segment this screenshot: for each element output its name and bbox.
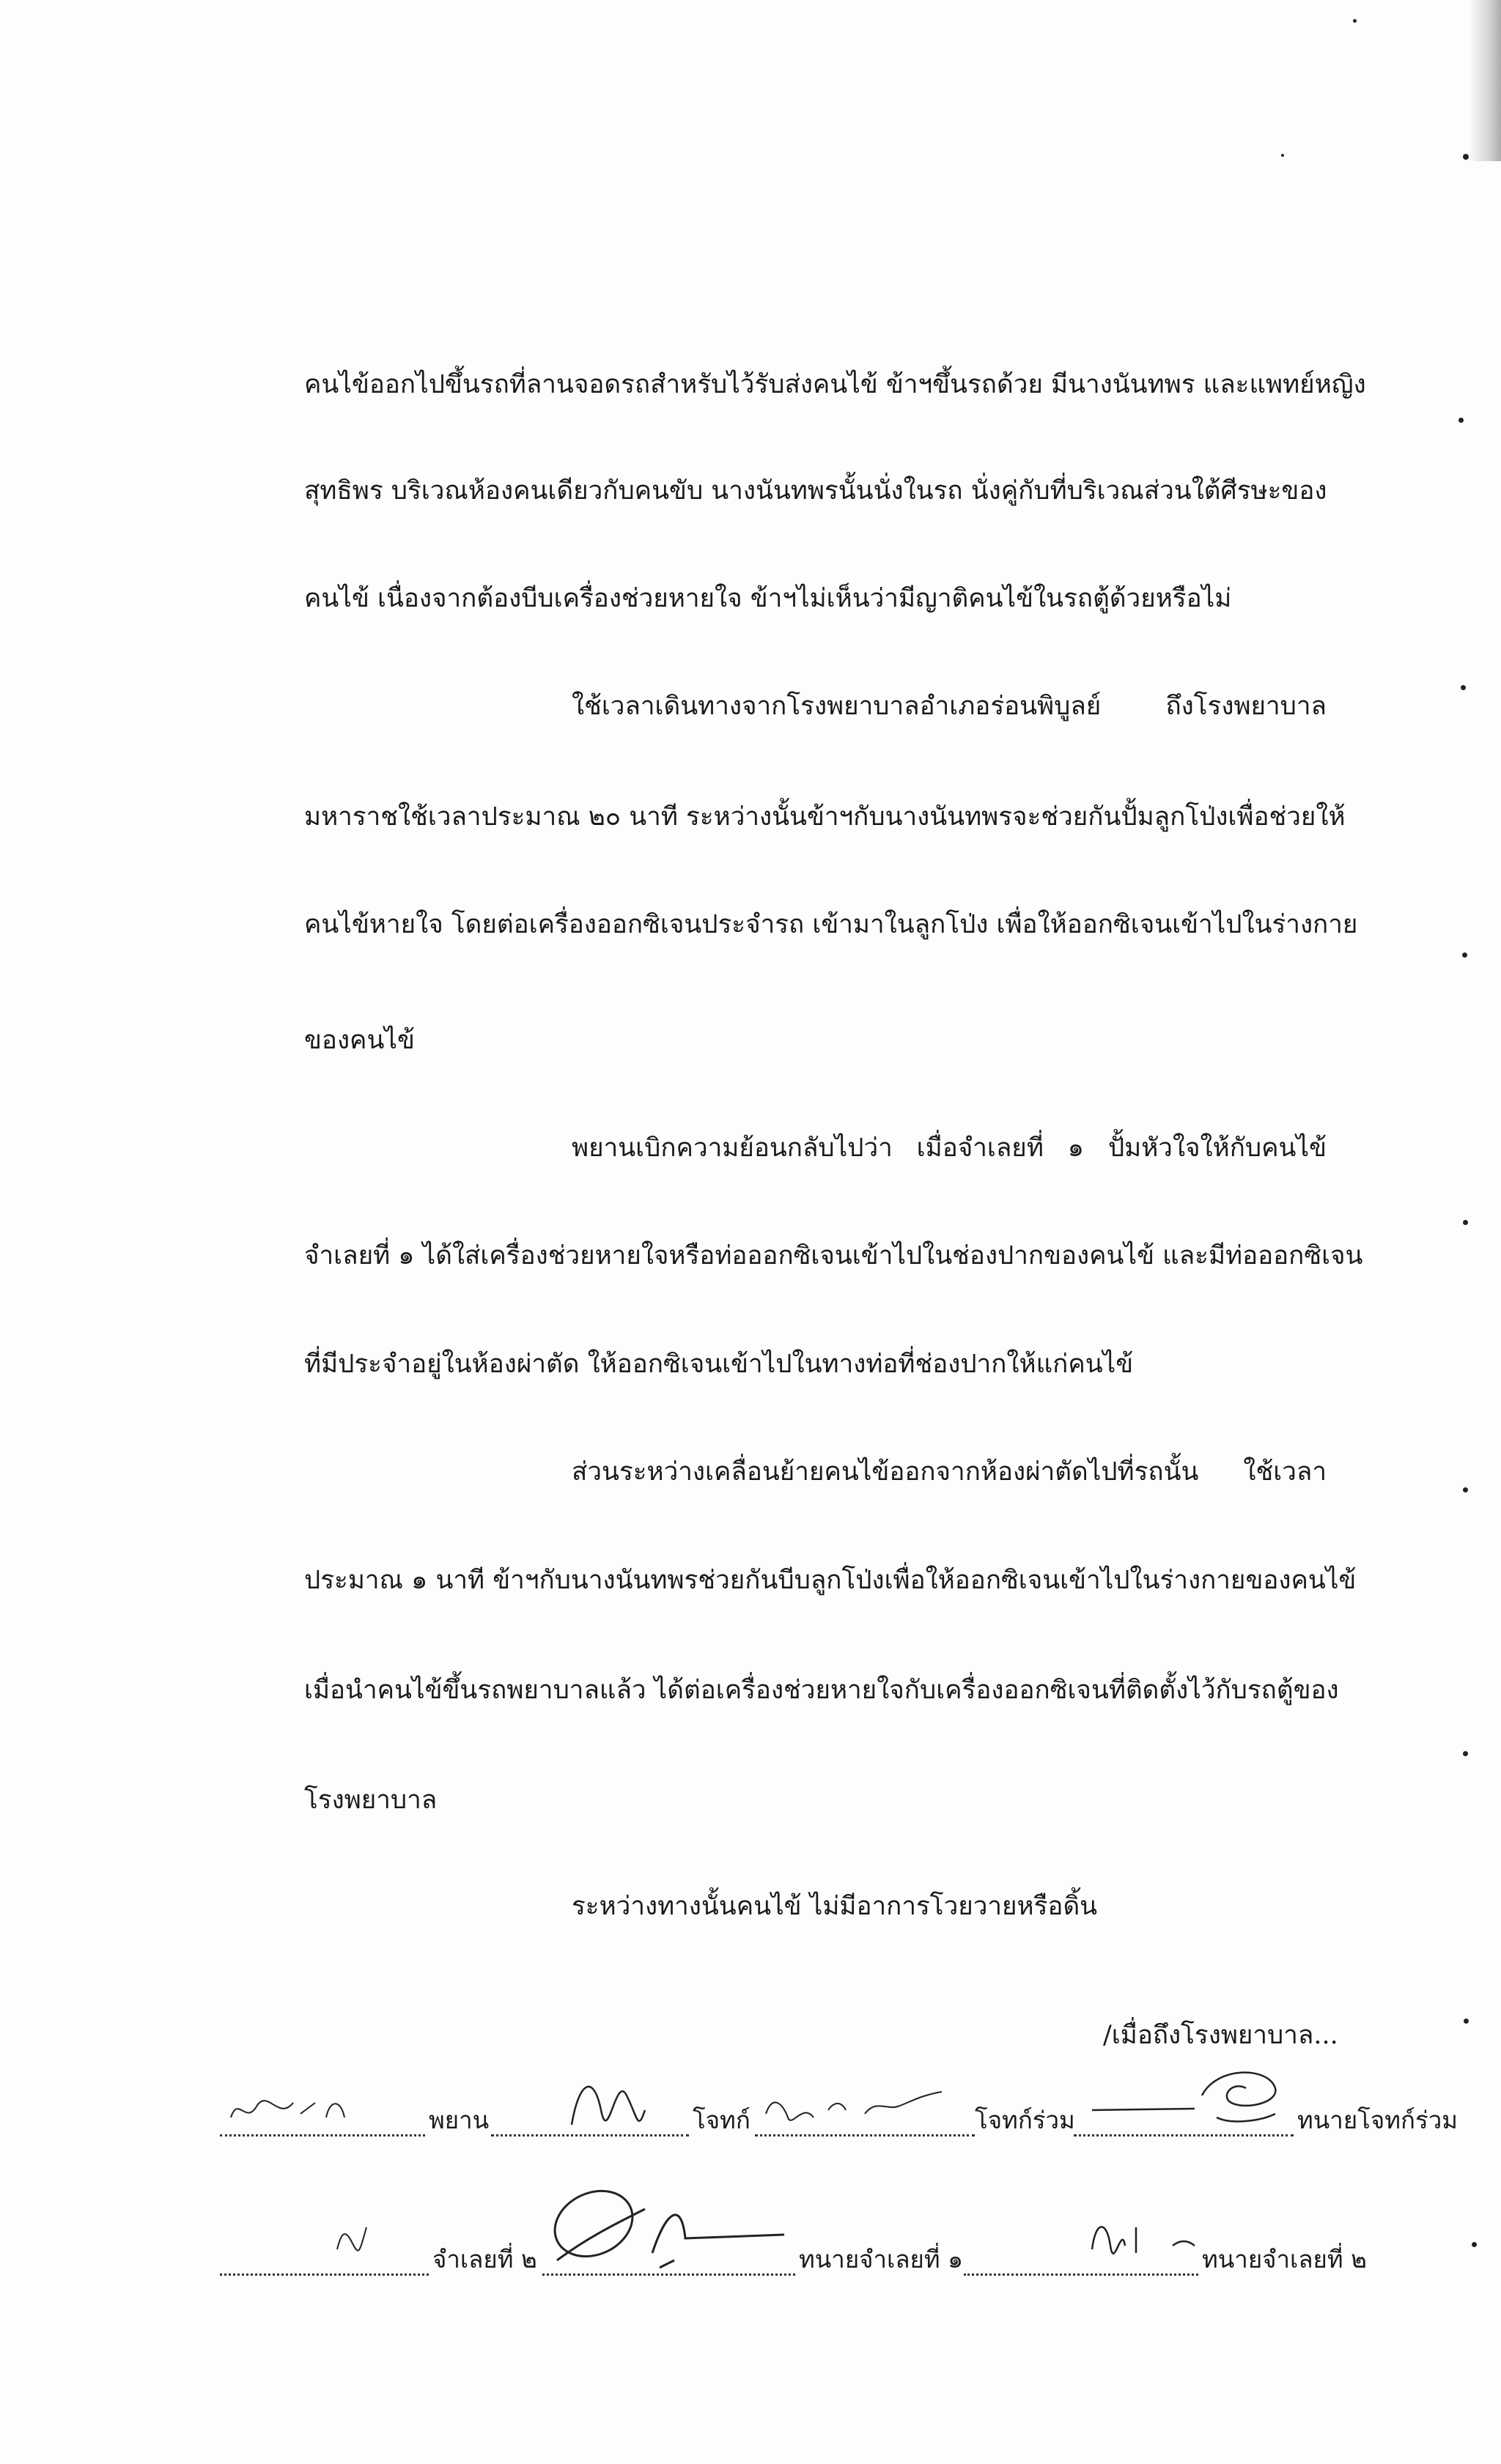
co-plaintiff-label: โจทก์ร่วม: [975, 2106, 1075, 2134]
plaintiff-label: โจทก์: [693, 2106, 750, 2134]
defendant2-label: จำเลยที่ ๒: [432, 2245, 537, 2274]
scan-speck: [1463, 1220, 1468, 1225]
scan-speck: [1463, 1751, 1468, 1756]
signature-scribble: [564, 2066, 652, 2142]
signature-scribble: [542, 2180, 792, 2278]
signature-scribble: [762, 2081, 982, 2135]
scan-speck: [1458, 418, 1464, 423]
signature-line: [964, 2274, 1198, 2276]
signature-row-1: [220, 2095, 1458, 2139]
body-line: จำเลยที่ ๑ ได้ใส่เครื่องช่วยหายใจหรือท่อออกซิเจนเข้าไปในช่องปากของคนไข้ และมีท่อออกซิเจน: [304, 1241, 1363, 1270]
signature-scribble: [1085, 2205, 1202, 2267]
body-line-indented: พยานเบิกความย้อนกลับไปว่า เมื่อจำเลยที่ ๑ ปั้มหัวใจให้กับคนไข้: [572, 1133, 1327, 1163]
body-line: ของคนไข้: [304, 1026, 415, 1055]
signature-row-2: [220, 2235, 1429, 2279]
body-line: เมื่อนำคนไข้ขึ้นรถพยาบาลแล้ว ได้ต่อเครื่องช่วยหายใจกับเครื่องออกซิเจนที่ติดตั้งไว้กับรถตู้ของ: [304, 1676, 1339, 1705]
body-line: คนไข้ เนื่องจากต้องบีบเครื่องช่วยหายใจ ข้าฯไม่เห็นว่ามีญาติคนไข้ในรถตู้ด้วยหรือไม่: [304, 584, 1232, 613]
body-line: โรงพยาบาล: [304, 1786, 438, 1815]
body-line: มหาราชใช้เวลาประมาณ ๒๐ นาที ระหว่างนั้นข้าฯกับนางนันทพรจะช่วยกันปั้มลูกโป่งเพื่อช่วยให้: [304, 802, 1346, 832]
body-line: คนไข้ออกไปขึ้นรถที่ลานจอดรถสำหรับไว้รับส่งคนไข้ ข้าฯขึ้นรถด้วย มีนางนันทพร และแพทย์หญิง: [304, 370, 1366, 399]
scan-speck: [1464, 2019, 1469, 2024]
signature-line: [220, 2274, 429, 2276]
signature-scribble: [1085, 2059, 1305, 2135]
body-line-indented: ส่วนระหว่างเคลื่อนย้ายคนไข้ออกจากห้องผ่าตัดไปที่รถนั้น ใช้เวลา: [572, 1457, 1327, 1487]
signature-scribble: [330, 2216, 374, 2263]
body-line: ที่มีประจำอยู่ในห้องผ่าตัด ให้ออกซิเจนเข้าไปในทางท่อที่ช่องปากให้แก่คนไข้: [304, 1350, 1134, 1379]
body-line: สุทธิพร บริเวณห้องคนเดียวกับคนขับ นางนันทพรนั้นนั่งในรถ นั่งคู่กับที่บริเวณส่วนใต้ศีรษะของ: [304, 476, 1327, 506]
scan-speck: [1281, 154, 1284, 157]
defendant2-lawyer-label: ทนายจำเลยที่ ๒: [1202, 2245, 1367, 2274]
defendant1-lawyer-label: ทนายจำเลยที่ ๑: [799, 2245, 964, 2274]
body-line-indented: ระหว่างทางนั้นคนไข้ ไม่มีอาการโวยวายหรือดิ้น: [572, 1892, 1098, 1921]
witness-label: พยาน: [429, 2106, 490, 2134]
scan-speck: [1463, 1487, 1468, 1492]
scan-speck: [1472, 2242, 1477, 2247]
continuation-text: /เมื่อถึงโรงพยาบาล...: [1103, 2021, 1338, 2050]
scan-shadow: [1469, 0, 1501, 161]
scan-speck: [1461, 685, 1466, 690]
body-line: คนไข้หายใจ โดยต่อเครื่องออกซิเจนประจำรถ เข้ามาในลูกโป่ง เพื่อให้ออกซิเจนเข้าไปในร่างกาย: [304, 910, 1358, 939]
body-line-indented: ใช้เวลาเดินทางจากโรงพยาบาลอำเภอร่อนพิบูลย์ ถึงโรงพยาบาล: [572, 692, 1327, 721]
scan-speck: [1462, 952, 1467, 958]
signature-scribble: [227, 2088, 374, 2135]
co-plaintiff-lawyer-label: ทนายโจทก์ร่วม: [1297, 2106, 1458, 2134]
scan-speck: [1463, 154, 1469, 160]
scan-speck: [1353, 19, 1357, 23]
body-line: ประมาณ ๑ นาที ข้าฯกับนางนันทพรช่วยกันบีบลูกโป่งเพื่อให้ออกซิเจนเข้าไปในร่างกายของคนไข้: [304, 1566, 1357, 1595]
